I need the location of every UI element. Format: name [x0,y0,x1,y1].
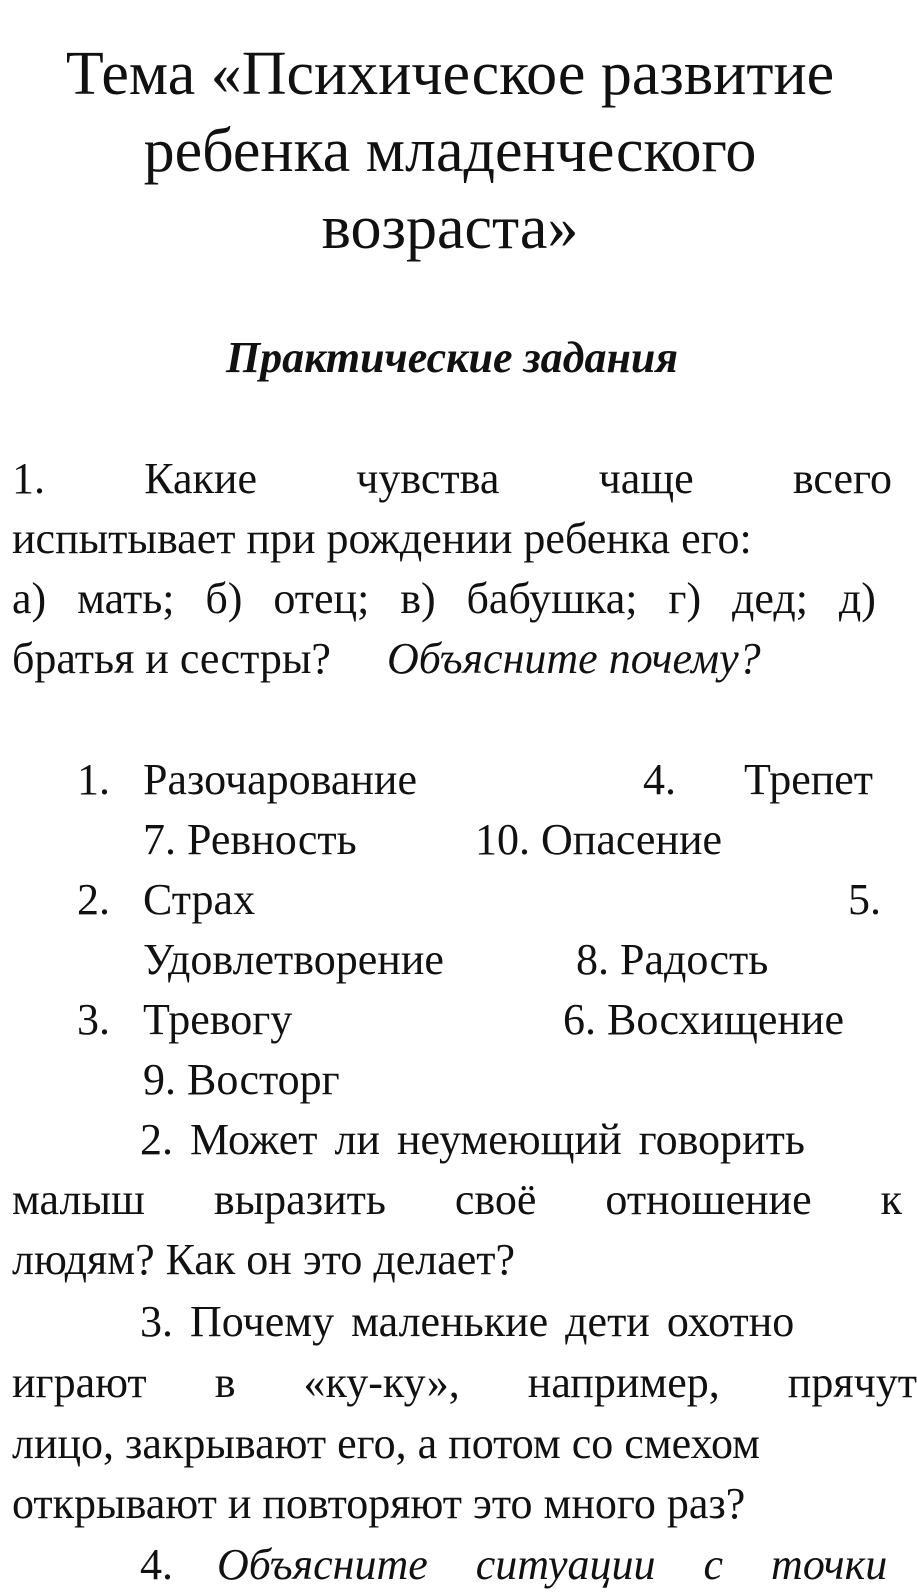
title-line-3: возраста» [321,194,579,262]
q3-word: например, [527,1358,720,1407]
question-2-line-1: 2. Может ли неумеющий говорить [140,1115,805,1164]
q3-word: в [214,1358,236,1407]
feeling-row1-num: 1. [77,755,110,804]
feeling-row4-b: 8. Радость [576,935,769,984]
q1-option: дед; [732,574,808,623]
feeling-row1-col2: 4. [643,755,676,804]
q1-option: бабушка; [466,574,638,623]
q4-word: Объясните [217,1540,428,1589]
q4-word: ситуации [475,1540,656,1589]
q4-word: точки [771,1540,888,1589]
q1-line4-main: братья и сестры? [12,634,331,683]
q1-option: мать; [77,574,175,623]
feeling-row1-col3: Трепет [744,755,874,804]
question-2-line-3: людям? Как он это делает? [12,1235,516,1284]
q4-num: 4. [140,1540,173,1589]
feeling-row6-a: 9. Восторг [143,1055,340,1104]
feeling-row3-col3: 5. [848,875,881,924]
question-1-line-3 [12,569,876,629]
q1-word: всего [792,454,892,503]
feeling-row5-num: 3. [77,995,110,1044]
q2-word: отношение [605,1175,812,1224]
question-3-line-2 [12,1353,917,1413]
feeling-row3-text: Страх [143,875,256,924]
question-3-line-4: открывают и повторяют это много раз? [12,1479,746,1528]
question-4-line-1 [140,1535,887,1595]
q2-word: выразить [213,1175,386,1224]
q1-option: в) [400,574,436,623]
q2-word: к [880,1175,902,1224]
q1-line4-italic: Объясните почему? [386,634,761,683]
title-line-1: Тема «Психическое развитие [65,40,835,108]
q2-word: малыш [12,1175,145,1224]
q1-word: Какие [144,454,257,503]
q1-option: а) [12,574,47,623]
question-1-line-4 [12,629,761,689]
q1-option: г) [668,574,702,623]
feeling-row5-col2: 6. Восхищение [563,995,844,1044]
question-3-line-1: 3. Почему маленькие дети охотно [140,1297,795,1346]
q1-word: чувства [356,454,500,503]
q1-word: чаще [598,454,694,503]
feeling-row2-a: 7. Ревность [143,815,357,864]
q1-word: 1. [12,454,45,503]
q3-word: прячут [787,1358,917,1407]
question-2-line-2 [12,1170,902,1230]
q1-option: д) [838,574,876,623]
title-line-2: ребенка младенческого [143,117,757,185]
feeling-row4-a: Удовлетворение [143,935,444,984]
question-1-line-2: испытывает при рождении ребенка его: [12,514,752,563]
q3-word: «ку-ку», [303,1358,460,1407]
q4-word: с [703,1540,724,1589]
feeling-row1-text: Разочарование [143,755,417,804]
question-3-line-3: лицо, закрывают его, а потом со смехом [12,1419,760,1468]
q3-word: играют [12,1358,147,1407]
q1-option: отец; [273,574,370,623]
question-1-line-1 [12,449,892,509]
q1-option: б) [205,574,243,623]
feeling-row3-num: 2. [77,875,110,924]
feeling-row2-b: 10. Опасение [475,815,723,864]
feeling-row5-text: Тревогу [143,995,293,1044]
subtitle: Практические задания [225,333,679,382]
q2-word: своё [454,1175,537,1224]
